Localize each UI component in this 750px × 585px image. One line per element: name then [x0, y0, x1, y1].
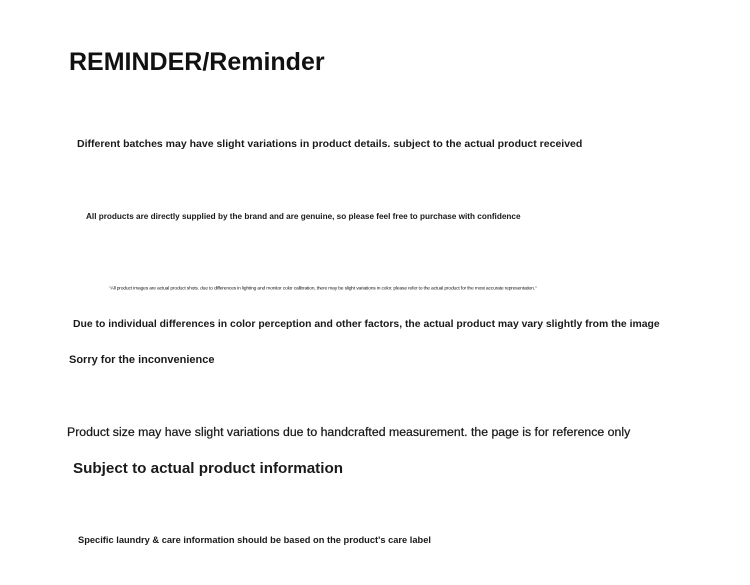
care-label-note: Specific laundry & care information should be based on the product's care label	[78, 535, 431, 545]
batch-variation-note: Different batches may have slight variations in product details. subject to the actual product received	[77, 138, 583, 150]
size-variation-note: Product size may have slight variations due to handcrafted measurement. the page is for reference only	[67, 425, 631, 439]
reminder-title: REMINDER/Reminder	[69, 48, 325, 76]
actual-product-note: Subject to actual product information	[73, 460, 344, 477]
genuine-product-note: All products are directly supplied by the brand and are genuine, so please feel free to purchase with confidence	[86, 212, 521, 221]
color-perception-note: Due to individual differences in color perception and other factors, the actual product may vary slightly from the image	[73, 319, 660, 330]
apology-note: Sorry for the inconvenience	[69, 354, 215, 366]
product-image-disclaimer: "All product images are actual product shots. due to differences in lighting and monitor color calibration, there may be slight variations in color. please refer to the actual product for the most accurate representation."	[109, 285, 537, 291]
